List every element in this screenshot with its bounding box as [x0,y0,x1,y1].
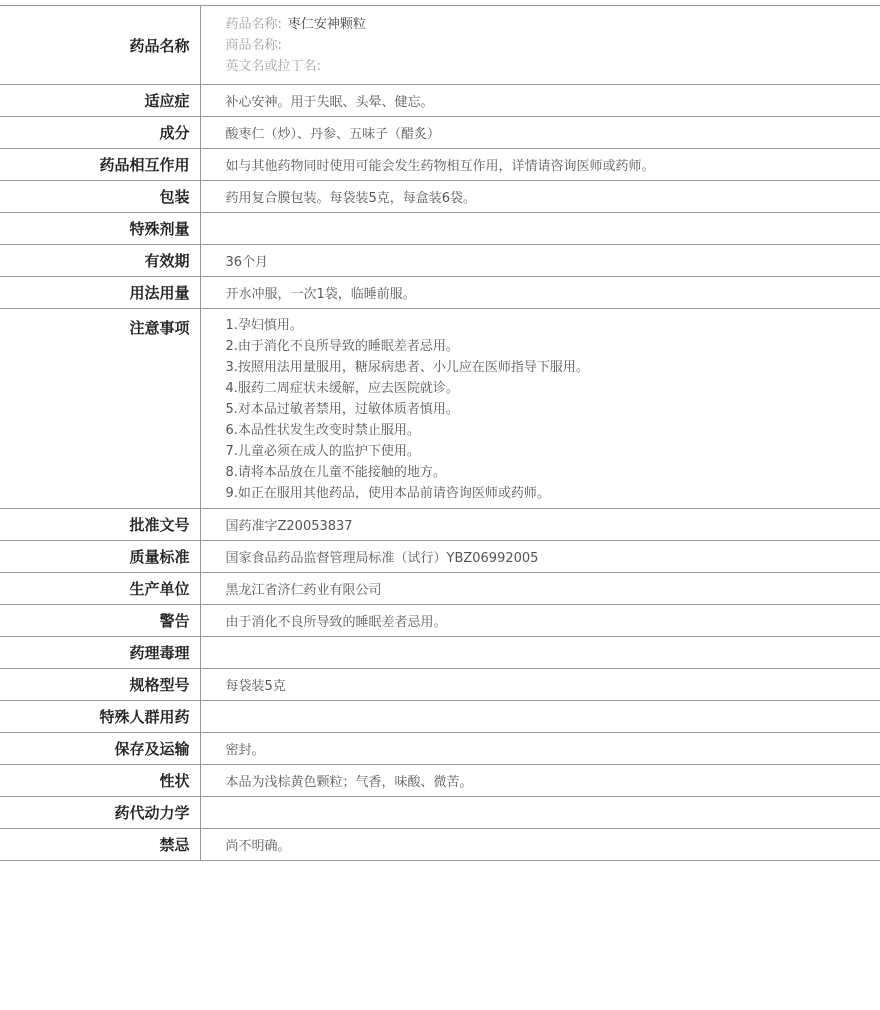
row-special-groups [0,701,880,733]
row-value: 36个月 [200,245,880,277]
trade-name-key: 商品名称: [225,37,282,53]
drug-spec-sheet [0,5,880,861]
generic-name-key: 药品名称: [225,16,282,32]
row-contraindications [0,829,880,861]
row-label: 性状 [0,765,200,797]
row-label: 用法用量 [0,277,200,309]
row-drug-name [0,6,880,85]
row-value [200,637,880,669]
row-precautions [0,309,880,509]
row-value: 每袋装5克 [200,669,880,701]
english-name-line [226,56,880,77]
row-value: 国家食品药品监督管理局标准（试行）YBZ06992005 [200,541,880,573]
row-label: 特殊剂量 [0,213,200,245]
row-label: 特殊人群用药 [0,701,200,733]
precaution-item: 1.孕妇慎用。 [225,318,303,333]
row-warning [0,605,880,637]
row-value: 密封。 [200,733,880,765]
precaution-item: 5.对本品过敏者禁用，过敏体质者慎用。 [225,402,459,417]
row-label: 成分 [0,117,200,149]
row-interaction [0,149,880,181]
row-label: 包装 [0,181,200,213]
row-label: 生产单位 [0,573,200,605]
trade-name-line [226,35,880,56]
row-label: 注意事项 [0,309,200,509]
row-label: 保存及运输 [0,733,200,765]
english-name-key: 英文名或拉丁名: [225,58,321,74]
row-indication [0,85,880,117]
precaution-item: 8.请将本品放在儿童不能接触的地方。 [225,465,446,480]
precaution-item: 4.服药二周症状未缓解，应去医院就诊。 [225,381,459,396]
precaution-item: 9.如正在服用其他药品，使用本品前请咨询医师或药师。 [225,486,550,501]
row-ingredients [0,117,880,149]
precaution-item: 2.由于消化不良所导致的睡眠差者忌用。 [225,339,459,354]
row-label: 药代动力学 [0,797,200,829]
row-validity [0,245,880,277]
row-value: 国药准字Z20053837 [200,509,880,541]
precaution-item: 7.儿童必须在成人的监护下使用。 [225,444,420,459]
row-quality-standard [0,541,880,573]
row-pharmacokinetics [0,797,880,829]
row-special-dose [0,213,880,245]
precautions-list [200,309,880,509]
row-label: 适应症 [0,85,200,117]
row-label: 规格型号 [0,669,200,701]
row-label: 药品名称 [0,6,200,85]
row-label: 批准文号 [0,509,200,541]
row-value: 黑龙江省济仁药业有限公司 [200,573,880,605]
row-value: 酸枣仁（炒）、丹参、五味子（醋炙） [200,117,880,149]
row-appearance [0,765,880,797]
row-value [200,213,880,245]
row-label: 药理毒理 [0,637,200,669]
row-value: 本品为浅棕黄色颗粒；气香，味酸、微苦。 [200,765,880,797]
row-storage [0,733,880,765]
row-specification [0,669,880,701]
row-usage [0,277,880,309]
row-manufacturer [0,573,880,605]
drug-spec-table [0,5,880,861]
row-label: 警告 [0,605,200,637]
generic-name-line [226,14,880,35]
precaution-item: 6.本品性状发生改变时禁止服用。 [225,423,420,438]
row-package [0,181,880,213]
row-value: 补心安神。用于失眠、头晕、健忘。 [200,85,880,117]
row-value [200,701,880,733]
row-approval-number [0,509,880,541]
row-toxicology [0,637,880,669]
row-value: 尚不明确。 [200,829,880,861]
drug-name-cell [200,6,880,85]
row-label: 质量标准 [0,541,200,573]
row-label: 药品相互作用 [0,149,200,181]
row-label: 禁忌 [0,829,200,861]
row-value: 药用复合膜包装。每袋装5克，每盒装6袋。 [200,181,880,213]
generic-name-value: 枣仁安神颗粒 [287,16,366,32]
precaution-item: 3.按照用法用量服用，糖尿病患者、小儿应在医师指导下服用。 [225,360,589,375]
row-value: 由于消化不良所导致的睡眠差者忌用。 [200,605,880,637]
row-label: 有效期 [0,245,200,277]
row-value: 如与其他药物同时使用可能会发生药物相互作用，详情请咨询医师或药师。 [200,149,880,181]
row-value: 开水冲服，一次1袋，临睡前服。 [200,277,880,309]
row-value [200,797,880,829]
